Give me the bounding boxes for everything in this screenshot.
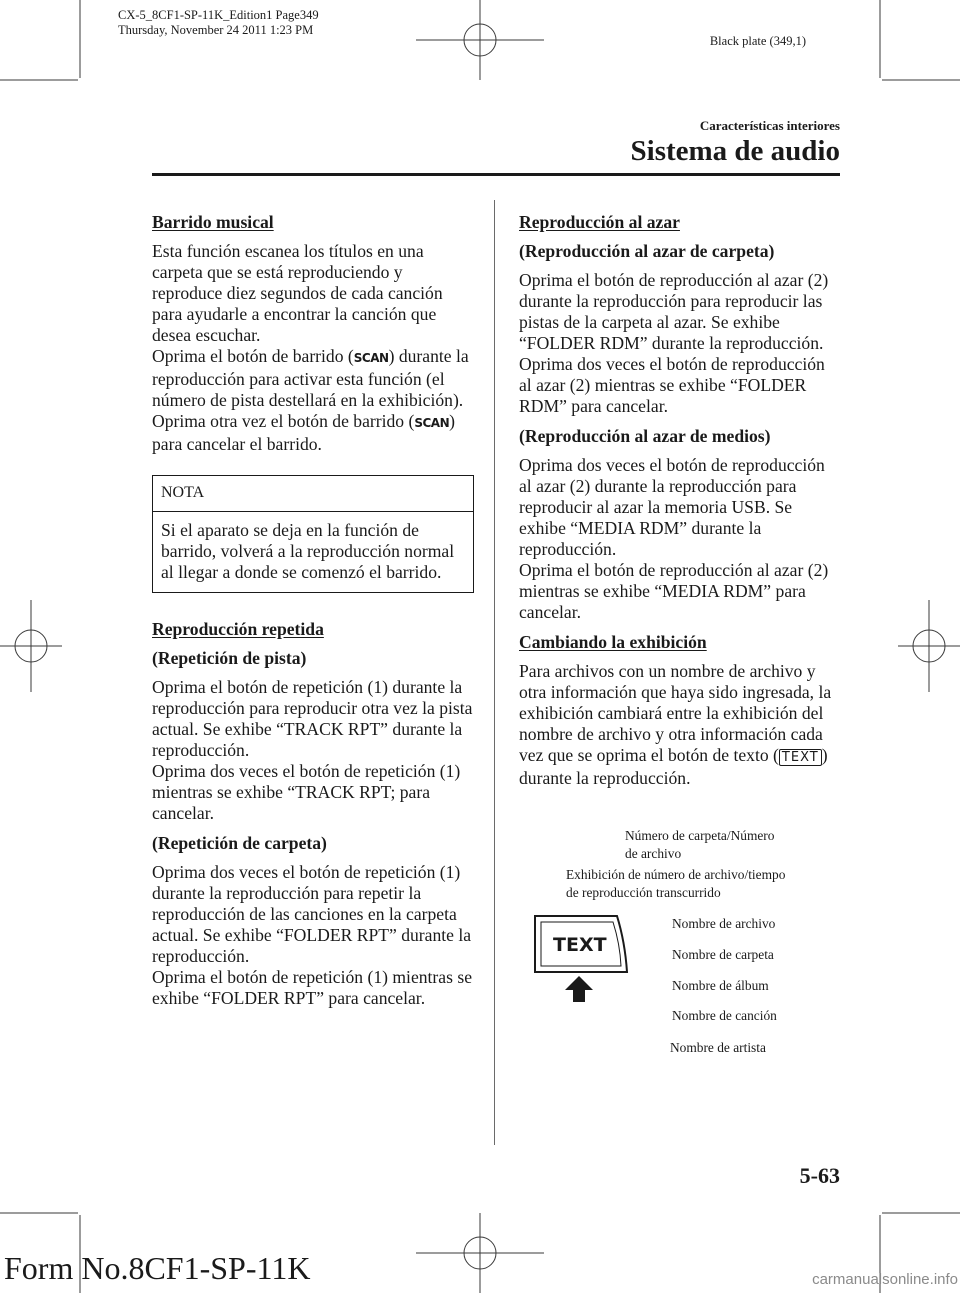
azar-medios-paragraph-1: Oprima dos veces el botón de reproducción al azar (2) durante la reproducción para reproducir al azar la memoria USB. Se exhibe “MEDIA RDM” durante la reproducción. (519, 455, 825, 559)
text-button-icon: TEXT (779, 749, 822, 766)
watermark: carmanualsonline.info (812, 1271, 958, 1288)
azar-title: Reproducción al azar (519, 212, 680, 232)
barrido-title: Barrido musical (152, 212, 274, 232)
diagram-label-1-line-1: Número de carpeta/Número (625, 828, 775, 843)
form-number: Form No.8CF1-SP-11K (4, 1250, 311, 1286)
note-box (152, 475, 474, 593)
cambiando-paragraph (519, 661, 841, 789)
text-button-outline-icon (531, 914, 633, 1004)
note-title: NOTA (153, 476, 473, 512)
repetida-title: Reproducción repetida (152, 619, 324, 639)
barrido-paragraph-1: Esta función escanea los títulos en una carpeta que se está reproduciendo y reproduce diez segundos de cada canción para ayudarle a encontrar la canción que desea escuchar. (152, 241, 443, 345)
note-body: Si el aparato se deja en la función de barrido, volverá a la reproducción normal al llegar a donde se comenzó el barrido. (161, 520, 455, 582)
print-info-line2: Thursday, November 24 2011 1:23 PM (118, 23, 314, 37)
carpeta-paragraph-2: Oprima el botón de repetición (1) mientras se exhibe “FOLDER RPT” para cancelar. (152, 967, 473, 1008)
azar-carpeta-title: (Reproducción al azar de carpeta) (519, 241, 775, 261)
scan-icon: SCAN (414, 416, 450, 430)
barrido-text-c: ) para cancelar el barrido. (152, 411, 455, 454)
azar-carpeta-paragraph-1: Oprima el botón de reproducción al azar (2) durante la reproducción para reproducir las pistas de la carpeta al azar. Se exhibe “FOLDER RDM” durante la reproducción. (519, 270, 829, 353)
carpeta-paragraph-1: Oprima dos veces el botón de repetición (1) durante la reproducción para repetir la reproducción de las canciones en la carpeta actual. Se exhibe “FOLDER RPT” durante la reproducción. (152, 862, 472, 966)
scan-icon: SCAN (353, 351, 389, 365)
diagram-label-folder-file-number (625, 827, 774, 863)
diagram-label-1-line-2: de archivo (625, 846, 682, 861)
diagram-item-album-name: Nombre de álbum (672, 978, 769, 993)
carpeta-title: (Repetición de carpeta) (152, 833, 327, 853)
barrido-paragraph-2 (152, 346, 474, 455)
diagram-item-artist-name: Nombre de artista (670, 1040, 766, 1055)
cambiando-text-b: ) durante la reproducción. (519, 745, 828, 788)
barrido-text-b: ) durante la reproducción para activar esta función (el número de pista destellará en la exhibición). Oprima otra vez el botón de barrido ( (152, 346, 469, 431)
diagram-item-file-name: Nombre de archivo (672, 916, 776, 931)
left-column (152, 212, 474, 1018)
print-info-line1: CX-5_8CF1-SP-11K_Edition1 Page349 (118, 8, 319, 22)
section-title: Sistema de audio (630, 135, 840, 167)
cambiando-title: Cambiando la exhibición (519, 632, 707, 652)
section-subtitle: Características interiores (699, 118, 840, 133)
barrido-text-a: Oprima el botón de barrido ( (152, 346, 354, 366)
azar-medios-title: (Reproducción al azar de medios) (519, 426, 771, 446)
print-info (118, 8, 319, 38)
pista-paragraph-2: Oprima dos veces el botón de repetición (1) mientras se exhibe “TRACK RPT; para cancelar. (152, 761, 461, 823)
azar-carpeta-paragraph-2: Oprima dos veces el botón de reproducción al azar (2) mientras se exhibe “FOLDER RDM” para cancelar. (519, 354, 825, 416)
diagram-label-2-line-2: de reproducción transcurrido (566, 885, 721, 900)
text-button-word: TEXT (553, 934, 607, 956)
diagram-item-song-name: Nombre de canción (672, 1008, 777, 1023)
header-rule (152, 173, 840, 176)
pista-paragraph-1: Oprima el botón de repetición (1) durante la reproducción para reproducir otra vez la pista actual. Se exhibe “TRACK RPT” durante la reproducción. (152, 677, 473, 760)
pista-title: (Repetición de pista) (152, 648, 307, 668)
page-number: 5-63 (799, 1163, 840, 1188)
text-button-graphic (531, 914, 633, 1004)
diagram-label-file-time (566, 866, 785, 902)
plate-label: Black plate (349,1) (709, 34, 806, 48)
azar-medios-paragraph-2: Oprima el botón de reproducción al azar (2) mientras se exhibe “MEDIA RDM” para cancelar. (519, 560, 829, 622)
diagram-item-folder-name: Nombre de carpeta (672, 947, 774, 962)
right-column (519, 212, 841, 798)
cambiando-text-a: Para archivos con un nombre de archivo y otra información que haya sido ingresada, la exhibición cambiará entre la exhibición del nombre de archivo y otra información cada vez que se oprima el botón de texto ( (519, 661, 832, 765)
column-divider (494, 200, 495, 1145)
diagram-label-2-line-1: Exhibición de número de archivo/tiempo (566, 867, 786, 882)
